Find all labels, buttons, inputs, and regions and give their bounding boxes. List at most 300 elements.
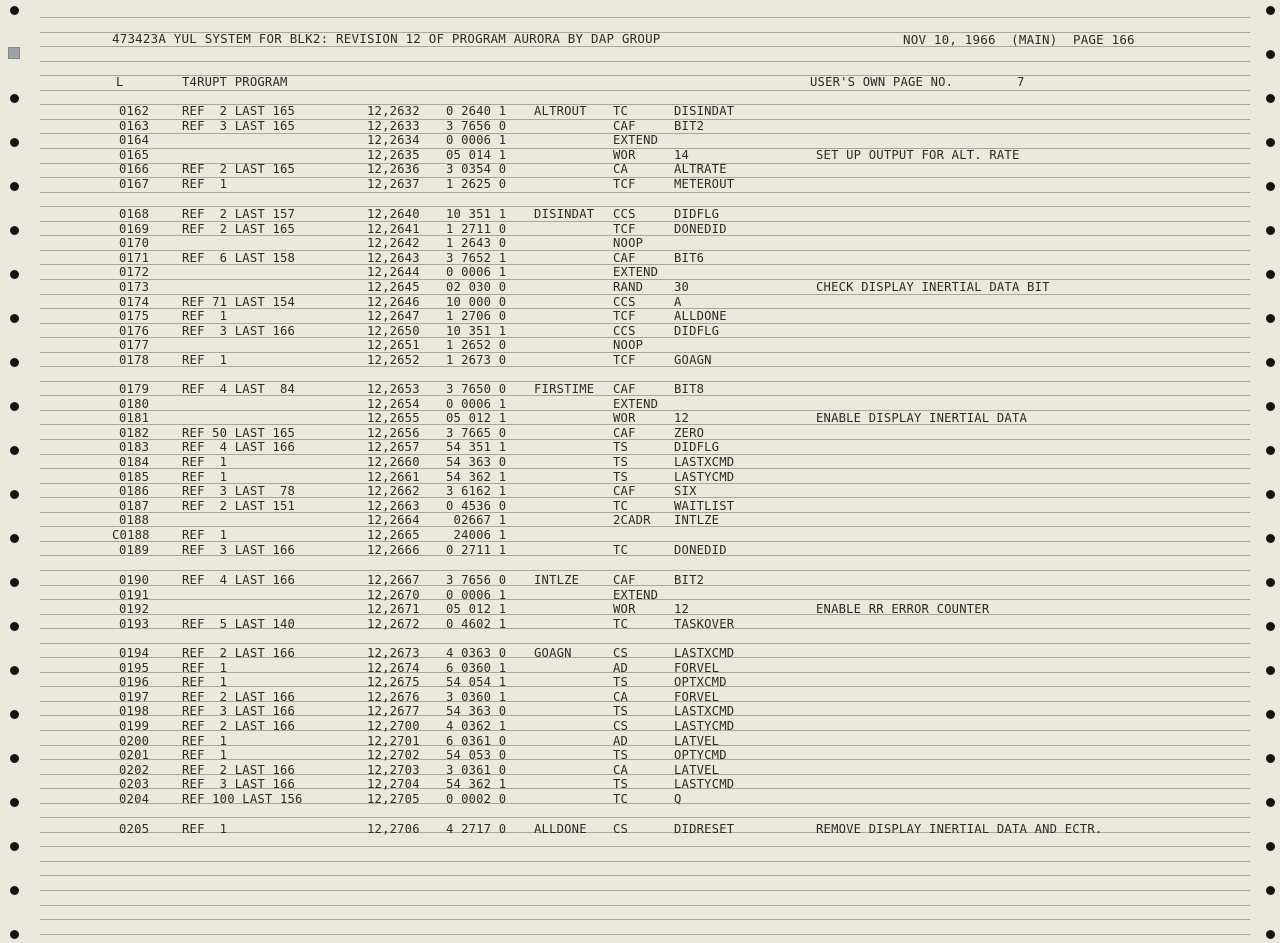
memory-address: 12,2654 <box>367 396 420 411</box>
opcode: TCF <box>613 177 636 191</box>
sequence-number: 0197 <box>119 689 150 704</box>
listing-row <box>0 177 1280 191</box>
opcode: WOR <box>613 411 636 426</box>
octal-code: 54 363 0 <box>446 704 507 719</box>
ruled-line <box>40 875 1250 876</box>
memory-address: 12,2644 <box>367 265 420 280</box>
reference-info: REF 1 <box>182 309 228 324</box>
reference-info: REF 3 LAST 165 <box>182 118 296 133</box>
listing-row <box>0 734 1280 748</box>
operand: BIT8 <box>674 382 705 396</box>
listing-row <box>0 222 1280 236</box>
symbol-label: INTLZE <box>534 573 580 587</box>
ruled-line <box>40 934 1250 935</box>
opcode: 2CADR <box>613 513 651 528</box>
memory-address: 12,2673 <box>367 646 420 660</box>
octal-code: 1 2706 0 <box>446 309 507 324</box>
listing-row <box>0 588 1280 602</box>
opcode: TC <box>613 104 629 118</box>
sequence-number: 0173 <box>119 280 150 294</box>
opcode: TS <box>613 455 629 469</box>
sequence-number: 0186 <box>119 484 150 499</box>
operand: LATVEL <box>674 733 720 748</box>
memory-address: 12,2677 <box>367 704 420 719</box>
opcode: CCS <box>613 294 636 309</box>
memory-address: 12,2666 <box>367 542 420 557</box>
reference-info: REF 50 LAST 165 <box>182 425 296 440</box>
listing-row <box>0 748 1280 762</box>
ruled-line <box>40 817 1250 818</box>
octal-code: 1 2643 0 <box>446 236 507 251</box>
operand: BIT2 <box>674 118 705 133</box>
feed-hole-icon <box>10 886 19 895</box>
listing-row <box>0 309 1280 323</box>
listing-row <box>0 440 1280 454</box>
memory-address: 12,2700 <box>367 719 420 733</box>
opcode: CAF <box>613 118 636 133</box>
listing-row <box>0 675 1280 689</box>
symbol-label: FIRSTIME <box>534 382 595 396</box>
sequence-number: 0171 <box>119 250 150 265</box>
memory-address: 12,2647 <box>367 309 420 324</box>
operand: DIDFLG <box>674 323 720 338</box>
operand: 30 <box>674 280 690 294</box>
octal-code: 0 0002 0 <box>446 792 507 806</box>
octal-code: 3 7665 0 <box>446 425 507 440</box>
octal-code: 0 0006 1 <box>446 133 507 148</box>
reference-info: REF 2 LAST 157 <box>182 207 296 221</box>
feed-hole-icon <box>1266 930 1275 939</box>
program-name: T4RUPT PROGRAM <box>182 75 288 89</box>
opcode: CAF <box>613 573 636 587</box>
reference-info: REF 2 LAST 166 <box>182 646 296 660</box>
sequence-number: 0175 <box>119 309 150 324</box>
listing-row <box>0 484 1280 498</box>
listing-row <box>0 119 1280 133</box>
sequence-number: 0185 <box>119 469 150 484</box>
memory-address: 12,2636 <box>367 162 420 177</box>
listing-row <box>0 411 1280 425</box>
opcode: EXTEND <box>613 396 659 411</box>
listing-row <box>0 646 1280 660</box>
reference-info: REF 3 LAST 166 <box>182 704 296 719</box>
sequence-number: 0168 <box>119 207 150 221</box>
memory-address: 12,2662 <box>367 484 420 499</box>
octal-code: 10 000 0 <box>446 294 507 309</box>
opcode: CAF <box>613 250 636 265</box>
octal-code: 3 0361 0 <box>446 762 507 777</box>
memory-address: 12,2657 <box>367 440 420 455</box>
sequence-number: 0189 <box>119 542 150 557</box>
ruled-line <box>40 643 1250 644</box>
memory-address: 12,2704 <box>367 777 420 792</box>
comment: REMOVE DISPLAY INERTIAL DATA AND ECTR. <box>816 822 1103 836</box>
memory-address: 12,2671 <box>367 602 420 617</box>
opcode: CS <box>613 646 629 660</box>
listing-row <box>0 513 1280 527</box>
listing-row <box>0 470 1280 484</box>
sequence-number: 0172 <box>119 265 150 280</box>
listing-row <box>0 573 1280 587</box>
octal-code: 05 012 1 <box>446 602 507 617</box>
octal-code: 0 0006 1 <box>446 265 507 280</box>
sequence-number: 0187 <box>119 498 150 513</box>
sequence-number: 0191 <box>119 587 150 602</box>
listing-row <box>0 543 1280 557</box>
operand: OPTXCMD <box>674 675 727 690</box>
opcode: CCS <box>613 207 636 221</box>
operand: BIT6 <box>674 250 705 265</box>
listing-row <box>0 324 1280 338</box>
reference-info: REF 2 LAST 165 <box>182 104 296 118</box>
reference-info: REF 1 <box>182 469 228 484</box>
sequence-number: 0163 <box>119 118 150 133</box>
memory-address: 12,2637 <box>367 177 420 191</box>
reference-info: REF 4 LAST 166 <box>182 440 296 455</box>
symbol-label: GOAGN <box>534 646 572 660</box>
octal-code: 0 4536 0 <box>446 498 507 513</box>
octal-code: 54 362 1 <box>446 777 507 792</box>
operand: LASTXCMD <box>674 646 735 660</box>
listing-row <box>0 528 1280 542</box>
octal-code: 54 053 0 <box>446 748 507 763</box>
reference-info: REF 4 LAST 166 <box>182 573 296 587</box>
memory-address: 12,2702 <box>367 748 420 763</box>
octal-code: 54 351 1 <box>446 440 507 455</box>
symbol-label: ALTROUT <box>534 104 587 118</box>
sequence-number: 0164 <box>119 133 150 148</box>
listing-row <box>0 397 1280 411</box>
sequence-number: 0180 <box>119 396 150 411</box>
octal-code: 3 7650 0 <box>446 382 507 396</box>
octal-code: 1 2673 0 <box>446 353 507 367</box>
listing-row <box>0 104 1280 118</box>
reference-info: REF 6 LAST 158 <box>182 250 296 265</box>
operand: BIT2 <box>674 573 705 587</box>
memory-address: 12,2661 <box>367 469 420 484</box>
octal-code: 3 0354 0 <box>446 162 507 177</box>
memory-address: 12,2675 <box>367 675 420 690</box>
listing-row <box>0 690 1280 704</box>
opcode: CAF <box>613 382 636 396</box>
sequence-number: 0179 <box>119 382 150 396</box>
listing-row <box>0 338 1280 352</box>
sequence-number: 0202 <box>119 762 150 777</box>
sequence-number: 0203 <box>119 777 150 792</box>
reference-info: REF 3 LAST 166 <box>182 323 296 338</box>
reference-info: REF 3 LAST 166 <box>182 542 296 557</box>
octal-code: 54 362 1 <box>446 469 507 484</box>
sequence-number: 0198 <box>119 704 150 719</box>
memory-address: 12,2674 <box>367 660 420 675</box>
memory-address: 12,2664 <box>367 513 420 528</box>
memory-address: 12,2633 <box>367 118 420 133</box>
reference-info: REF 2 LAST 165 <box>182 221 296 236</box>
listing-row <box>0 295 1280 309</box>
operand: DIDFLG <box>674 440 720 455</box>
opcode: NOOP <box>613 338 644 353</box>
octal-code: 3 7652 1 <box>446 250 507 265</box>
ruled-line <box>40 919 1250 920</box>
comment: CHECK DISPLAY INERTIAL DATA BIT <box>816 280 1050 294</box>
opcode: TC <box>613 616 629 631</box>
listing-row <box>0 617 1280 631</box>
operand: SIX <box>674 484 697 499</box>
users-page-label: USER'S OWN PAGE NO. <box>810 75 954 89</box>
memory-address: 12,2672 <box>367 616 420 631</box>
sequence-number: 0177 <box>119 338 150 353</box>
sequence-number: 0201 <box>119 748 150 763</box>
operand: LASTXCMD <box>674 455 735 469</box>
sequence-number: 0170 <box>119 236 150 251</box>
users-page-number: 7 <box>1017 75 1025 89</box>
sequence-number: 0182 <box>119 425 150 440</box>
operand: ZERO <box>674 425 705 440</box>
octal-code: 1 2625 0 <box>446 177 507 191</box>
reference-info: REF 2 LAST 166 <box>182 689 296 704</box>
reference-info: REF 4 LAST 84 <box>182 382 296 396</box>
listing-row <box>0 148 1280 162</box>
operand: 12 <box>674 602 690 617</box>
reference-info: REF 1 <box>182 455 228 469</box>
memory-address: 12,2670 <box>367 587 420 602</box>
column-tag: L <box>116 75 124 89</box>
octal-code: 0 2640 1 <box>446 104 507 118</box>
memory-address: 12,2634 <box>367 133 420 148</box>
opcode: TC <box>613 792 629 806</box>
opcode: AD <box>613 660 629 675</box>
sequence-number: 0176 <box>119 323 150 338</box>
opcode: TS <box>613 675 629 690</box>
comment: ENABLE RR ERROR COUNTER <box>816 602 990 617</box>
opcode: CS <box>613 719 629 733</box>
sequence-number: 0196 <box>119 675 150 690</box>
reference-info: REF 2 LAST 166 <box>182 762 296 777</box>
operand: ALLDONE <box>674 309 727 324</box>
listing-row <box>0 602 1280 616</box>
operand: 12 <box>674 411 690 426</box>
reference-info: REF 1 <box>182 177 228 191</box>
listing-row <box>0 251 1280 265</box>
operand: A <box>674 294 682 309</box>
memory-address: 12,2656 <box>367 425 420 440</box>
symbol-label: DISINDAT <box>534 207 595 221</box>
ruled-line <box>40 61 1250 62</box>
header-title: 473423A YUL SYSTEM FOR BLK2: REVISION 12 OF PROGRAM AURORA BY DAP GROUP <box>112 31 661 46</box>
operand: FORVEL <box>674 689 720 704</box>
listing-row <box>0 236 1280 250</box>
operand: LASTYCMD <box>674 469 735 484</box>
operand: INTLZE <box>674 513 720 528</box>
opcode: CA <box>613 762 629 777</box>
operand: WAITLIST <box>674 498 735 513</box>
feed-hole-icon <box>10 842 19 851</box>
feed-hole-icon <box>1266 886 1275 895</box>
octal-code: 6 0361 0 <box>446 733 507 748</box>
operand: DIDFLG <box>674 207 720 221</box>
reference-info: REF 2 LAST 166 <box>182 719 296 733</box>
opcode: TS <box>613 704 629 719</box>
ruled-line <box>40 905 1250 906</box>
opcode: EXTEND <box>613 265 659 280</box>
feed-hole-icon <box>1266 6 1275 15</box>
octal-code: 0 0006 1 <box>446 587 507 602</box>
sequence-number: 0204 <box>119 792 150 806</box>
listing-row <box>0 280 1280 294</box>
feed-hole-icon <box>10 94 19 103</box>
octal-code: 0 4602 1 <box>446 616 507 631</box>
sequence-number: 0167 <box>119 177 150 191</box>
octal-code: 54 054 1 <box>446 675 507 690</box>
opcode: WOR <box>613 602 636 617</box>
reference-info: REF 1 <box>182 660 228 675</box>
octal-code: 05 012 1 <box>446 411 507 426</box>
listing-row <box>0 426 1280 440</box>
opcode: CAF <box>613 425 636 440</box>
sequence-number: 0166 <box>119 162 150 177</box>
opcode: WOR <box>613 147 636 162</box>
octal-code: 3 7656 0 <box>446 118 507 133</box>
feed-hole-icon <box>10 6 19 15</box>
reference-info: REF 1 <box>182 528 228 542</box>
reference-info: REF 2 LAST 165 <box>182 162 296 177</box>
sequence-number: 0178 <box>119 353 150 367</box>
comment: SET UP OUTPUT FOR ALT. RATE <box>816 147 1020 162</box>
listing-row <box>0 792 1280 806</box>
listing-row <box>0 207 1280 221</box>
reference-info: REF 1 <box>182 748 228 763</box>
operand: DONEDID <box>674 542 727 557</box>
feed-hole-icon <box>1266 842 1275 851</box>
opcode: TS <box>613 440 629 455</box>
octal-code: 6 0360 1 <box>446 660 507 675</box>
listing-row <box>0 661 1280 675</box>
reference-info: REF 100 LAST 156 <box>182 792 303 806</box>
reference-info: REF 2 LAST 151 <box>182 498 296 513</box>
memory-address: 12,2703 <box>367 762 420 777</box>
reference-info: REF 1 <box>182 675 228 690</box>
sequence-number: 0165 <box>119 147 150 162</box>
opcode: TCF <box>613 309 636 324</box>
sequence-number: 0184 <box>119 455 150 469</box>
operand: 14 <box>674 147 690 162</box>
octal-code: 4 0363 0 <box>446 646 507 660</box>
memory-address: 12,2646 <box>367 294 420 309</box>
operand: DONEDID <box>674 221 727 236</box>
octal-code: 3 6162 1 <box>446 484 507 499</box>
listing-row <box>0 704 1280 718</box>
octal-code: 3 7656 0 <box>446 573 507 587</box>
octal-code: 02667 1 <box>446 513 507 528</box>
memory-address: 12,2663 <box>367 498 420 513</box>
reference-info: REF 3 LAST 78 <box>182 484 296 499</box>
sequence-number: 0183 <box>119 440 150 455</box>
reference-info: REF 71 LAST 154 <box>182 294 296 309</box>
opcode: NOOP <box>613 236 644 251</box>
listing-row <box>0 822 1280 836</box>
memory-address: 12,2660 <box>367 455 420 469</box>
operand: OPTYCMD <box>674 748 727 763</box>
sequence-number: 0199 <box>119 719 150 733</box>
ruled-line <box>40 861 1250 862</box>
octal-code: 02 030 0 <box>446 280 507 294</box>
memory-address: 12,2652 <box>367 353 420 367</box>
symbol-label: ALLDONE <box>534 822 587 836</box>
sequence-number: 0190 <box>119 573 150 587</box>
operand: Q <box>674 792 682 806</box>
feed-hole-icon <box>1266 94 1275 103</box>
octal-code: 0 2711 1 <box>446 542 507 557</box>
sequence-number: 0192 <box>119 602 150 617</box>
listing-row <box>0 133 1280 147</box>
octal-code: 05 014 1 <box>446 147 507 162</box>
operand: FORVEL <box>674 660 720 675</box>
listing-row <box>0 777 1280 791</box>
memory-address: 12,2655 <box>367 411 420 426</box>
operand: TASKOVER <box>674 616 735 631</box>
memory-address: 12,2645 <box>367 280 420 294</box>
operand: METEROUT <box>674 177 735 191</box>
operand: LASTXCMD <box>674 704 735 719</box>
octal-code: 1 2652 0 <box>446 338 507 353</box>
opcode: TS <box>613 748 629 763</box>
listing-row <box>0 499 1280 513</box>
memory-address: 12,2641 <box>367 221 420 236</box>
octal-code: 10 351 1 <box>446 207 507 221</box>
operand: GOAGN <box>674 353 712 367</box>
opcode: TCF <box>613 221 636 236</box>
listing-row <box>0 763 1280 777</box>
memory-address: 12,2706 <box>367 822 420 836</box>
ruled-line <box>40 570 1250 571</box>
memory-address: 12,2650 <box>367 323 420 338</box>
octal-code: 1 2711 0 <box>446 221 507 236</box>
reel-marker-icon <box>8 47 20 59</box>
reference-info: REF 1 <box>182 733 228 748</box>
memory-address: 12,2676 <box>367 689 420 704</box>
listing-row <box>0 353 1280 367</box>
listing-row <box>0 265 1280 279</box>
ruled-line <box>40 192 1250 193</box>
opcode: CA <box>613 689 629 704</box>
opcode: CA <box>613 162 629 177</box>
opcode: CS <box>613 822 629 836</box>
sequence-number: 0162 <box>119 104 150 118</box>
octal-code: 4 2717 0 <box>446 822 507 836</box>
operand: LATVEL <box>674 762 720 777</box>
opcode: EXTEND <box>613 133 659 148</box>
opcode: TCF <box>613 353 636 367</box>
sequence-number: 0169 <box>119 221 150 236</box>
listing-row <box>0 455 1280 469</box>
sequence-number: 0188 <box>119 513 150 528</box>
operand: DIDRESET <box>674 822 735 836</box>
header-date-page: NOV 10, 1966 (MAIN) PAGE 166 <box>903 32 1135 47</box>
octal-code: 10 351 1 <box>446 323 507 338</box>
reference-info: REF 5 LAST 140 <box>182 616 296 631</box>
octal-code: 3 0360 1 <box>446 689 507 704</box>
reference-info: REF 1 <box>182 353 228 367</box>
memory-address: 12,2653 <box>367 382 420 396</box>
sequence-number: 0181 <box>119 411 150 426</box>
listing-row <box>0 162 1280 176</box>
opcode: RAND <box>613 280 644 294</box>
opcode: TC <box>613 498 629 513</box>
sequence-number: C0188 <box>112 528 150 542</box>
octal-code: 24006 1 <box>446 528 507 542</box>
operand: ALTRATE <box>674 162 727 177</box>
opcode: CCS <box>613 323 636 338</box>
